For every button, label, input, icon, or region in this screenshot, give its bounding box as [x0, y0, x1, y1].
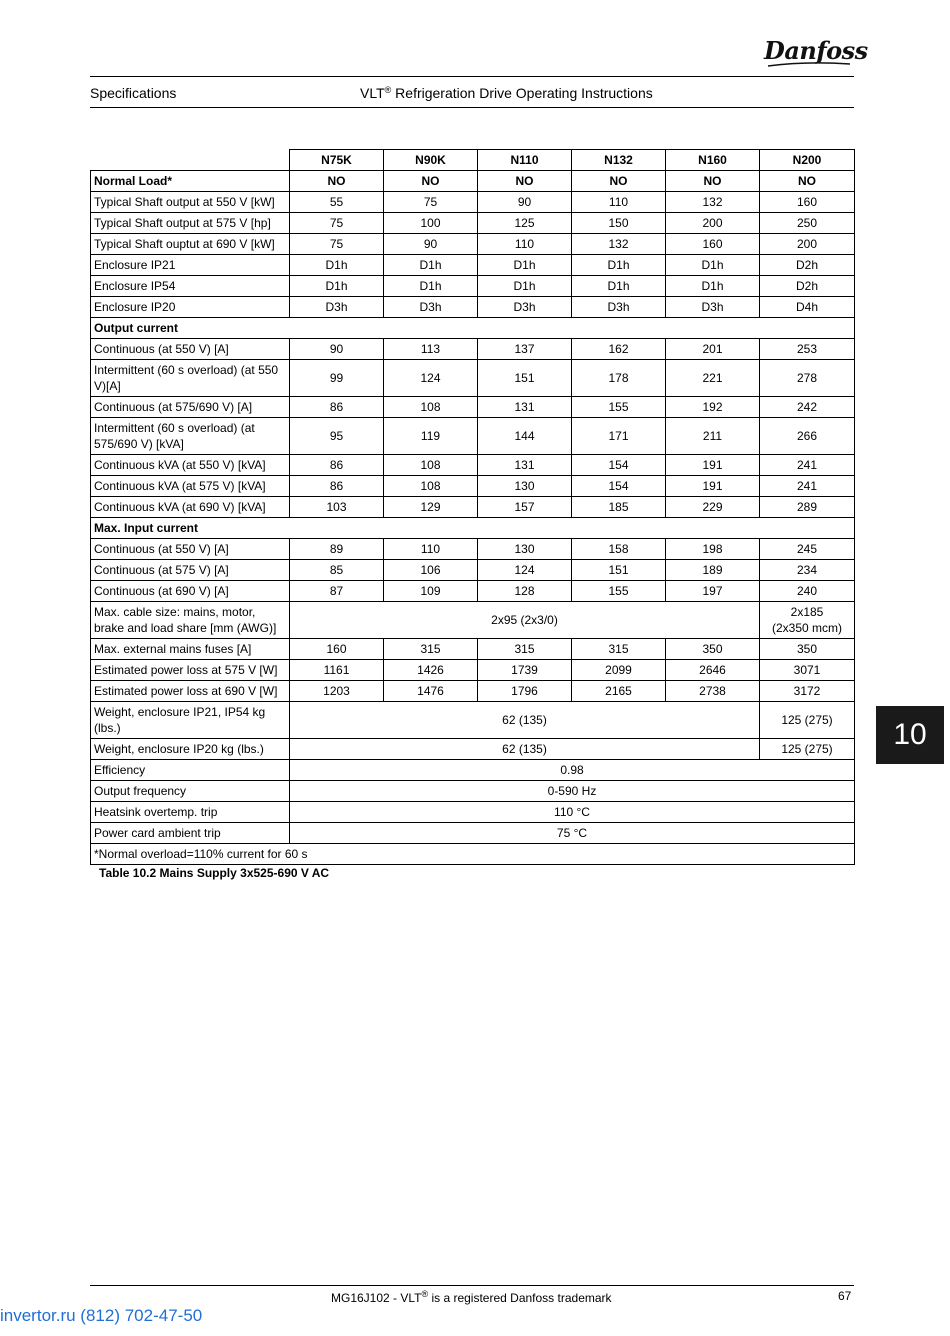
- table-cell: D1h: [478, 255, 572, 276]
- table-cell: 87: [290, 581, 384, 602]
- table-row: [91, 539, 855, 560]
- merged-cell: 0.98: [290, 760, 855, 781]
- table-row: [91, 339, 855, 360]
- table-cell: 109: [384, 581, 478, 602]
- watermark: invertor.ru (812) 702-47-50: [0, 1306, 203, 1325]
- table-cell: 197: [666, 581, 760, 602]
- table-cell: 3172: [760, 681, 855, 702]
- table-row: [91, 581, 855, 602]
- table-cell: 151: [572, 560, 666, 581]
- table-cell: NO: [478, 171, 572, 192]
- table-cell: D1h: [572, 255, 666, 276]
- column-header: N160: [666, 150, 760, 171]
- logo-swash-icon: [766, 62, 852, 68]
- table-cell: 1739: [478, 660, 572, 681]
- table-cell: 1796: [478, 681, 572, 702]
- table-cell: 154: [572, 476, 666, 497]
- table-cell: 108: [384, 476, 478, 497]
- row-label: Output frequency: [91, 781, 290, 802]
- row-label: Intermittent (60 s overload) (at 550 V)[A]: [91, 360, 290, 397]
- table-cell: 75: [290, 213, 384, 234]
- table-cell: 95: [290, 418, 384, 455]
- table-cell: 128: [478, 581, 572, 602]
- table-cell: 160: [666, 234, 760, 255]
- table-cell: 150: [572, 213, 666, 234]
- table-cell: 160: [760, 192, 855, 213]
- specifications-table: [90, 149, 855, 865]
- table-cell: 86: [290, 476, 384, 497]
- table-cell: D3h: [384, 297, 478, 318]
- merged-cell: 0-590 Hz: [290, 781, 855, 802]
- table-cell: 1203: [290, 681, 384, 702]
- section-row: [91, 318, 855, 339]
- table-cell: D1h: [666, 255, 760, 276]
- row-label: Max. external mains fuses [A]: [91, 639, 290, 660]
- table-cell: 234: [760, 560, 855, 581]
- table-cell: 2165: [572, 681, 666, 702]
- table-cell: 100: [384, 213, 478, 234]
- table-cell: D1h: [666, 276, 760, 297]
- table-cell: [760, 602, 855, 639]
- table-cell: 131: [478, 455, 572, 476]
- table-cell: 241: [760, 476, 855, 497]
- row-label: Max. cable size: mains, motor, brake and load share [mm (AWG)]: [91, 602, 290, 639]
- table-cell: 350: [666, 639, 760, 660]
- table-cell: 2099: [572, 660, 666, 681]
- table-cell: D2h: [760, 276, 855, 297]
- table-row: [91, 602, 855, 639]
- table-cell: 250: [760, 213, 855, 234]
- table-cell: 75: [290, 234, 384, 255]
- table-cell: 132: [666, 192, 760, 213]
- section-title: Specifications: [90, 85, 177, 101]
- row-label: Heatsink overtemp. trip: [91, 802, 290, 823]
- table-row: [91, 171, 855, 192]
- column-header: N132: [572, 150, 666, 171]
- merged-cell: 2x95 (2x3/0): [290, 602, 760, 639]
- footer-rule: [90, 1285, 854, 1286]
- table-cell: 110: [572, 192, 666, 213]
- table-cell: D3h: [478, 297, 572, 318]
- row-label: Continuous kVA (at 550 V) [kVA]: [91, 455, 290, 476]
- table-cell: 155: [572, 581, 666, 602]
- table-cell: 253: [760, 339, 855, 360]
- column-header: N200: [760, 150, 855, 171]
- table-cell: 245: [760, 539, 855, 560]
- table-cell: 130: [478, 539, 572, 560]
- table-cell: 1426: [384, 660, 478, 681]
- note-row: [91, 844, 855, 865]
- table-row: [91, 297, 855, 318]
- table-row: [91, 234, 855, 255]
- row-label: Typical Shaft output at 550 V [kW]: [91, 192, 290, 213]
- table-cell: 90: [384, 234, 478, 255]
- table-cell: 132: [572, 234, 666, 255]
- table-row: [91, 760, 855, 781]
- table-row: [91, 213, 855, 234]
- cell-line: 2x185: [790, 605, 824, 619]
- table-row: [91, 455, 855, 476]
- header-blank-cell: [91, 150, 290, 171]
- table-cell: 2738: [666, 681, 760, 702]
- table-cell: D1h: [290, 255, 384, 276]
- column-header: N110: [478, 150, 572, 171]
- table-row: [91, 823, 855, 844]
- table-row: [91, 660, 855, 681]
- table-cell: 278: [760, 360, 855, 397]
- column-header: N90K: [384, 150, 478, 171]
- table-row: [91, 476, 855, 497]
- table-cell: 158: [572, 539, 666, 560]
- row-label: Continuous (at 550 V) [A]: [91, 339, 290, 360]
- table-caption: Table 10.2 Mains Supply 3x525-690 V AC: [99, 866, 330, 880]
- table-cell: 129: [384, 497, 478, 518]
- table-cell: 289: [760, 497, 855, 518]
- table-cell: 125 (275): [760, 702, 855, 739]
- chapter-tab: 10: [876, 706, 944, 764]
- table-cell: D1h: [384, 276, 478, 297]
- table-row: [91, 639, 855, 660]
- table-cell: 160: [290, 639, 384, 660]
- row-label: Continuous (at 575/690 V) [A]: [91, 397, 290, 418]
- table-cell: 191: [666, 455, 760, 476]
- row-label: Enclosure IP54: [91, 276, 290, 297]
- table-cell: 137: [478, 339, 572, 360]
- table-cell: D3h: [666, 297, 760, 318]
- table-cell: 124: [384, 360, 478, 397]
- table-cell: 1161: [290, 660, 384, 681]
- table-cell: 178: [572, 360, 666, 397]
- table-cell: 55: [290, 192, 384, 213]
- table-cell: 110: [384, 539, 478, 560]
- table-cell: 315: [478, 639, 572, 660]
- table-cell: 266: [760, 418, 855, 455]
- table-cell: 241: [760, 455, 855, 476]
- table-row: [91, 360, 855, 397]
- table-cell: 157: [478, 497, 572, 518]
- page-number: 67: [838, 1289, 852, 1303]
- row-label: Continuous kVA (at 575 V) [kVA]: [91, 476, 290, 497]
- table-cell: 315: [384, 639, 478, 660]
- table-cell: 211: [666, 418, 760, 455]
- table-cell: 240: [760, 581, 855, 602]
- table-cell: 154: [572, 455, 666, 476]
- table-cell: 86: [290, 397, 384, 418]
- table-cell: 198: [666, 539, 760, 560]
- row-label: Weight, enclosure IP21, IP54 kg (lbs.): [91, 702, 290, 739]
- table-cell: NO: [384, 171, 478, 192]
- section-header: Max. Input current: [91, 518, 855, 539]
- table-cell: 113: [384, 339, 478, 360]
- table-cell: 3071: [760, 660, 855, 681]
- table-cell: D2h: [760, 255, 855, 276]
- row-label: Normal Load*: [91, 171, 290, 192]
- row-label: Continuous kVA (at 690 V) [kVA]: [91, 497, 290, 518]
- table-cell: 99: [290, 360, 384, 397]
- row-label: Continuous (at 550 V) [A]: [91, 539, 290, 560]
- cell-line: (2x350 mcm): [771, 621, 842, 635]
- table-cell: D1h: [478, 276, 572, 297]
- table-cell: 130: [478, 476, 572, 497]
- table-cell: D1h: [572, 276, 666, 297]
- header-rule-bottom: [90, 107, 854, 108]
- danfoss-logo: Danfoss: [764, 36, 868, 65]
- table-cell: 124: [478, 560, 572, 581]
- table-cell: 144: [478, 418, 572, 455]
- table-row: [91, 276, 855, 297]
- row-label: Intermittent (60 s overload) (at 575/690 V) [kVA]: [91, 418, 290, 455]
- table-cell: 221: [666, 360, 760, 397]
- table-cell: D1h: [384, 255, 478, 276]
- table-row: [91, 560, 855, 581]
- row-label: Enclosure IP20: [91, 297, 290, 318]
- table-row: [91, 497, 855, 518]
- table-cell: 2646: [666, 660, 760, 681]
- table-cell: 108: [384, 397, 478, 418]
- table-cell: 1476: [384, 681, 478, 702]
- table-cell: 85: [290, 560, 384, 581]
- table-cell: NO: [572, 171, 666, 192]
- row-label: Typical Shaft output at 575 V [hp]: [91, 213, 290, 234]
- table-cell: D4h: [760, 297, 855, 318]
- header-rule-top: [90, 76, 854, 77]
- table-cell: D3h: [572, 297, 666, 318]
- column-header: N75K: [290, 150, 384, 171]
- table-cell: 125: [478, 213, 572, 234]
- document-title: VLT® Refrigeration Drive Operating Instructions: [360, 85, 653, 101]
- table-cell: 75: [384, 192, 478, 213]
- table-cell: 242: [760, 397, 855, 418]
- table-cell: 229: [666, 497, 760, 518]
- merged-cell: 62 (135): [290, 739, 760, 760]
- row-label: Efficiency: [91, 760, 290, 781]
- table-header-row: [91, 150, 855, 171]
- table-row: [91, 802, 855, 823]
- table-cell: 90: [290, 339, 384, 360]
- table-row: [91, 418, 855, 455]
- section-header: Output current: [91, 318, 855, 339]
- table-footnote: *Normal overload=110% current for 60 s: [91, 844, 855, 865]
- table-cell: 189: [666, 560, 760, 581]
- table-cell: NO: [760, 171, 855, 192]
- footer-trademark: MG16J102 - VLT® is a registered Danfoss trademark: [331, 1289, 612, 1305]
- table-cell: 131: [478, 397, 572, 418]
- table-cell: NO: [290, 171, 384, 192]
- table-cell: NO: [666, 171, 760, 192]
- table-cell: 350: [760, 639, 855, 660]
- table-cell: 151: [478, 360, 572, 397]
- table-cell: 201: [666, 339, 760, 360]
- table-row: [91, 781, 855, 802]
- table-cell: 110: [478, 234, 572, 255]
- section-row: [91, 518, 855, 539]
- table-cell: 103: [290, 497, 384, 518]
- row-label: Power card ambient trip: [91, 823, 290, 844]
- table-cell: 106: [384, 560, 478, 581]
- row-label: Estimated power loss at 690 V [W]: [91, 681, 290, 702]
- table-cell: 185: [572, 497, 666, 518]
- table-cell: 89: [290, 539, 384, 560]
- table-row: [91, 681, 855, 702]
- row-label: Weight, enclosure IP20 kg (lbs.): [91, 739, 290, 760]
- table-cell: 171: [572, 418, 666, 455]
- table-cell: 315: [572, 639, 666, 660]
- table-row: [91, 702, 855, 739]
- table-cell: 192: [666, 397, 760, 418]
- table-cell: 86: [290, 455, 384, 476]
- table-row: [91, 739, 855, 760]
- row-label: Continuous (at 575 V) [A]: [91, 560, 290, 581]
- row-label: Enclosure IP21: [91, 255, 290, 276]
- table-cell: 155: [572, 397, 666, 418]
- merged-cell: 75 °C: [290, 823, 855, 844]
- table-cell: D3h: [290, 297, 384, 318]
- row-label: Typical Shaft ouptut at 690 V [kW]: [91, 234, 290, 255]
- row-label: Continuous (at 690 V) [A]: [91, 581, 290, 602]
- table-cell: 108: [384, 455, 478, 476]
- table-cell: D1h: [290, 276, 384, 297]
- merged-cell: 110 °C: [290, 802, 855, 823]
- table-row: [91, 397, 855, 418]
- table-cell: 162: [572, 339, 666, 360]
- table-row: [91, 255, 855, 276]
- table-cell: 125 (275): [760, 739, 855, 760]
- table-cell: 191: [666, 476, 760, 497]
- table-cell: 119: [384, 418, 478, 455]
- table-cell: 200: [666, 213, 760, 234]
- table-row: [91, 192, 855, 213]
- merged-cell: 62 (135): [290, 702, 760, 739]
- table-cell: 90: [478, 192, 572, 213]
- row-label: Estimated power loss at 575 V [W]: [91, 660, 290, 681]
- table-cell: 200: [760, 234, 855, 255]
